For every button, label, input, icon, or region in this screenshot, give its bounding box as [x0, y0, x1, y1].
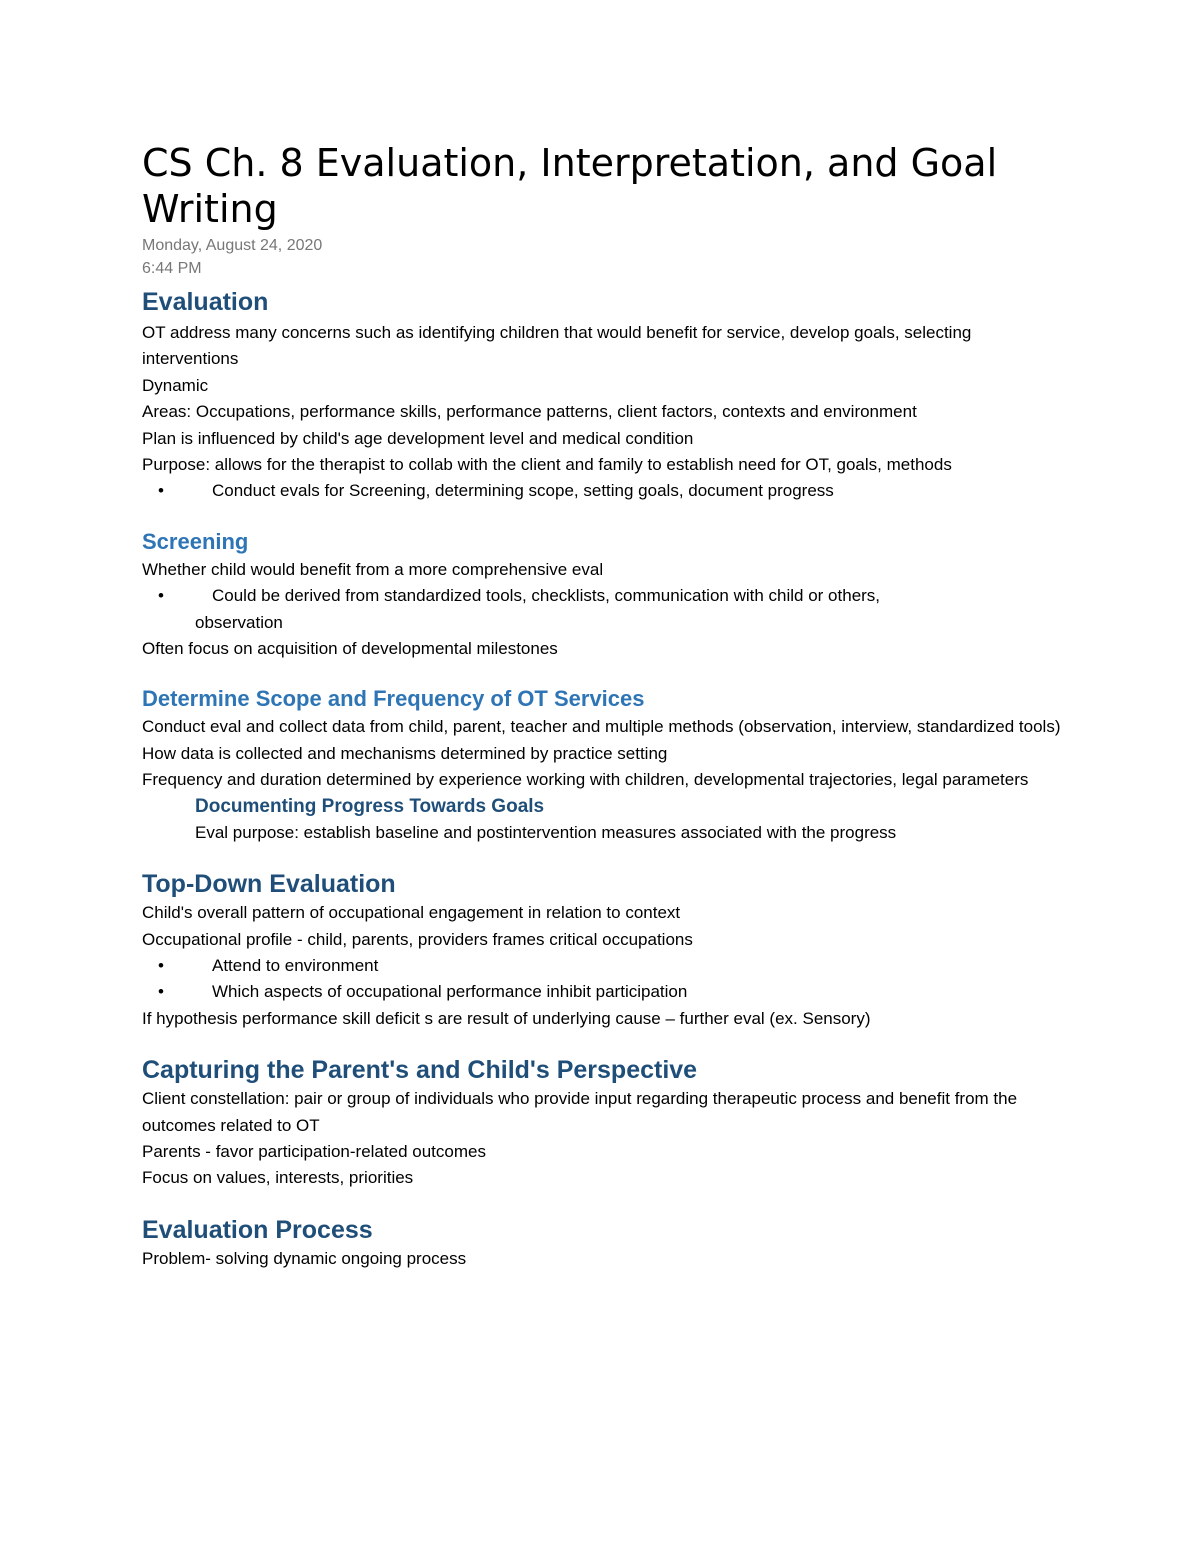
- list-item-text: Could be derived from standardized tools, checklists, communication with child or others,: [212, 586, 881, 606]
- paragraph: Parents - favor participation-related outcomes: [142, 1141, 486, 1161]
- section-screening: [142, 527, 1062, 663]
- paragraph: Child's overall pattern of occupational engagement in relation to context: [142, 903, 681, 923]
- paragraph: OT address many concerns such as identifying children that would benefit for service, develop goals, selecting interventions: [142, 323, 972, 369]
- list-item: [142, 583, 1062, 636]
- bullet-list: [142, 583, 1062, 636]
- list-item-text: Attend to environment: [212, 955, 379, 975]
- bullet-list: [142, 478, 1062, 504]
- section-scope: [142, 684, 1062, 846]
- paragraph: If hypothesis performance skill deficit s are result of underlying cause – further eval (ex. Sensory): [142, 1008, 871, 1028]
- section-process: [142, 1214, 1062, 1272]
- subsection-heading-documenting: Documenting Progress Towards Goals: [195, 795, 545, 817]
- subsection-documenting: [142, 794, 1062, 846]
- paragraph: Often focus on acquisition of developmental milestones: [142, 639, 558, 659]
- paragraph: Occupational profile - child, parents, providers frames critical occupations: [142, 929, 693, 949]
- paragraph: Purpose: allows for the therapist to collab with the client and family to establish need for OT, goals, methods: [142, 455, 952, 475]
- paragraph: Focus on values, interests, priorities: [142, 1168, 414, 1188]
- section-heading-topdown: Top-Down Evaluation: [142, 870, 396, 899]
- list-item-text: Conduct evals for Screening, determining scope, setting goals, document progress: [212, 481, 834, 501]
- bullet-icon: •: [158, 481, 164, 501]
- page-title: CS Ch. 8 Evaluation, Interpretation, and Goal Writing: [142, 141, 998, 231]
- bullet-icon: •: [158, 955, 164, 975]
- paragraph: How data is collected and mechanisms determined by practice setting: [142, 743, 668, 763]
- note-date: Monday, August 24, 2020: [142, 237, 323, 254]
- paragraph: Areas: Occupations, performance skills, performance patterns, client factors, contexts and environment: [142, 402, 917, 422]
- list-item: [142, 979, 1062, 1005]
- paragraph: Whether child would benefit from a more comprehensive eval: [142, 559, 604, 579]
- section-heading-scope: Determine Scope and Frequency of OT Services: [142, 686, 645, 712]
- list-item: [142, 953, 1062, 979]
- paragraph: Client constellation: pair or group of individuals who provide input regarding therapeutic process and benefit from the outcomes related to OT: [142, 1089, 1018, 1135]
- note-time: 6:44 PM: [142, 260, 202, 277]
- paragraph: Conduct eval and collect data from child, parent, teacher and multiple methods (observation, interview, standardized tools): [142, 717, 1061, 737]
- paragraph: Plan is influenced by child's age development level and medical condition: [142, 428, 694, 448]
- section-perspective: [142, 1054, 1062, 1192]
- list-item-text-continued: observation: [195, 612, 283, 632]
- section-heading-screening: Screening: [142, 528, 249, 554]
- paragraph: Eval purpose: establish baseline and postintervention measures associated with the progress: [195, 822, 897, 842]
- section-heading-process: Evaluation Process: [142, 1215, 373, 1244]
- bullet-icon: •: [158, 982, 164, 1002]
- bullet-icon: •: [158, 586, 164, 606]
- section-heading-evaluation: Evaluation: [142, 288, 269, 316]
- list-item: [142, 478, 1062, 504]
- list-item-text: Which aspects of occupational performance inhibit participation: [212, 982, 688, 1002]
- paragraph: Problem- solving dynamic ongoing process: [142, 1248, 467, 1268]
- paragraph: Frequency and duration determined by experience working with children, developmental trajectories, legal parameters: [142, 770, 1029, 790]
- section-evaluation: [142, 286, 1062, 505]
- paragraph: Dynamic: [142, 375, 209, 395]
- document-page: [142, 140, 1062, 1272]
- section-topdown: [142, 868, 1062, 1032]
- section-heading-perspective: Capturing the Parent's and Child's Perspective: [142, 1056, 698, 1085]
- bullet-list: [142, 953, 1062, 1006]
